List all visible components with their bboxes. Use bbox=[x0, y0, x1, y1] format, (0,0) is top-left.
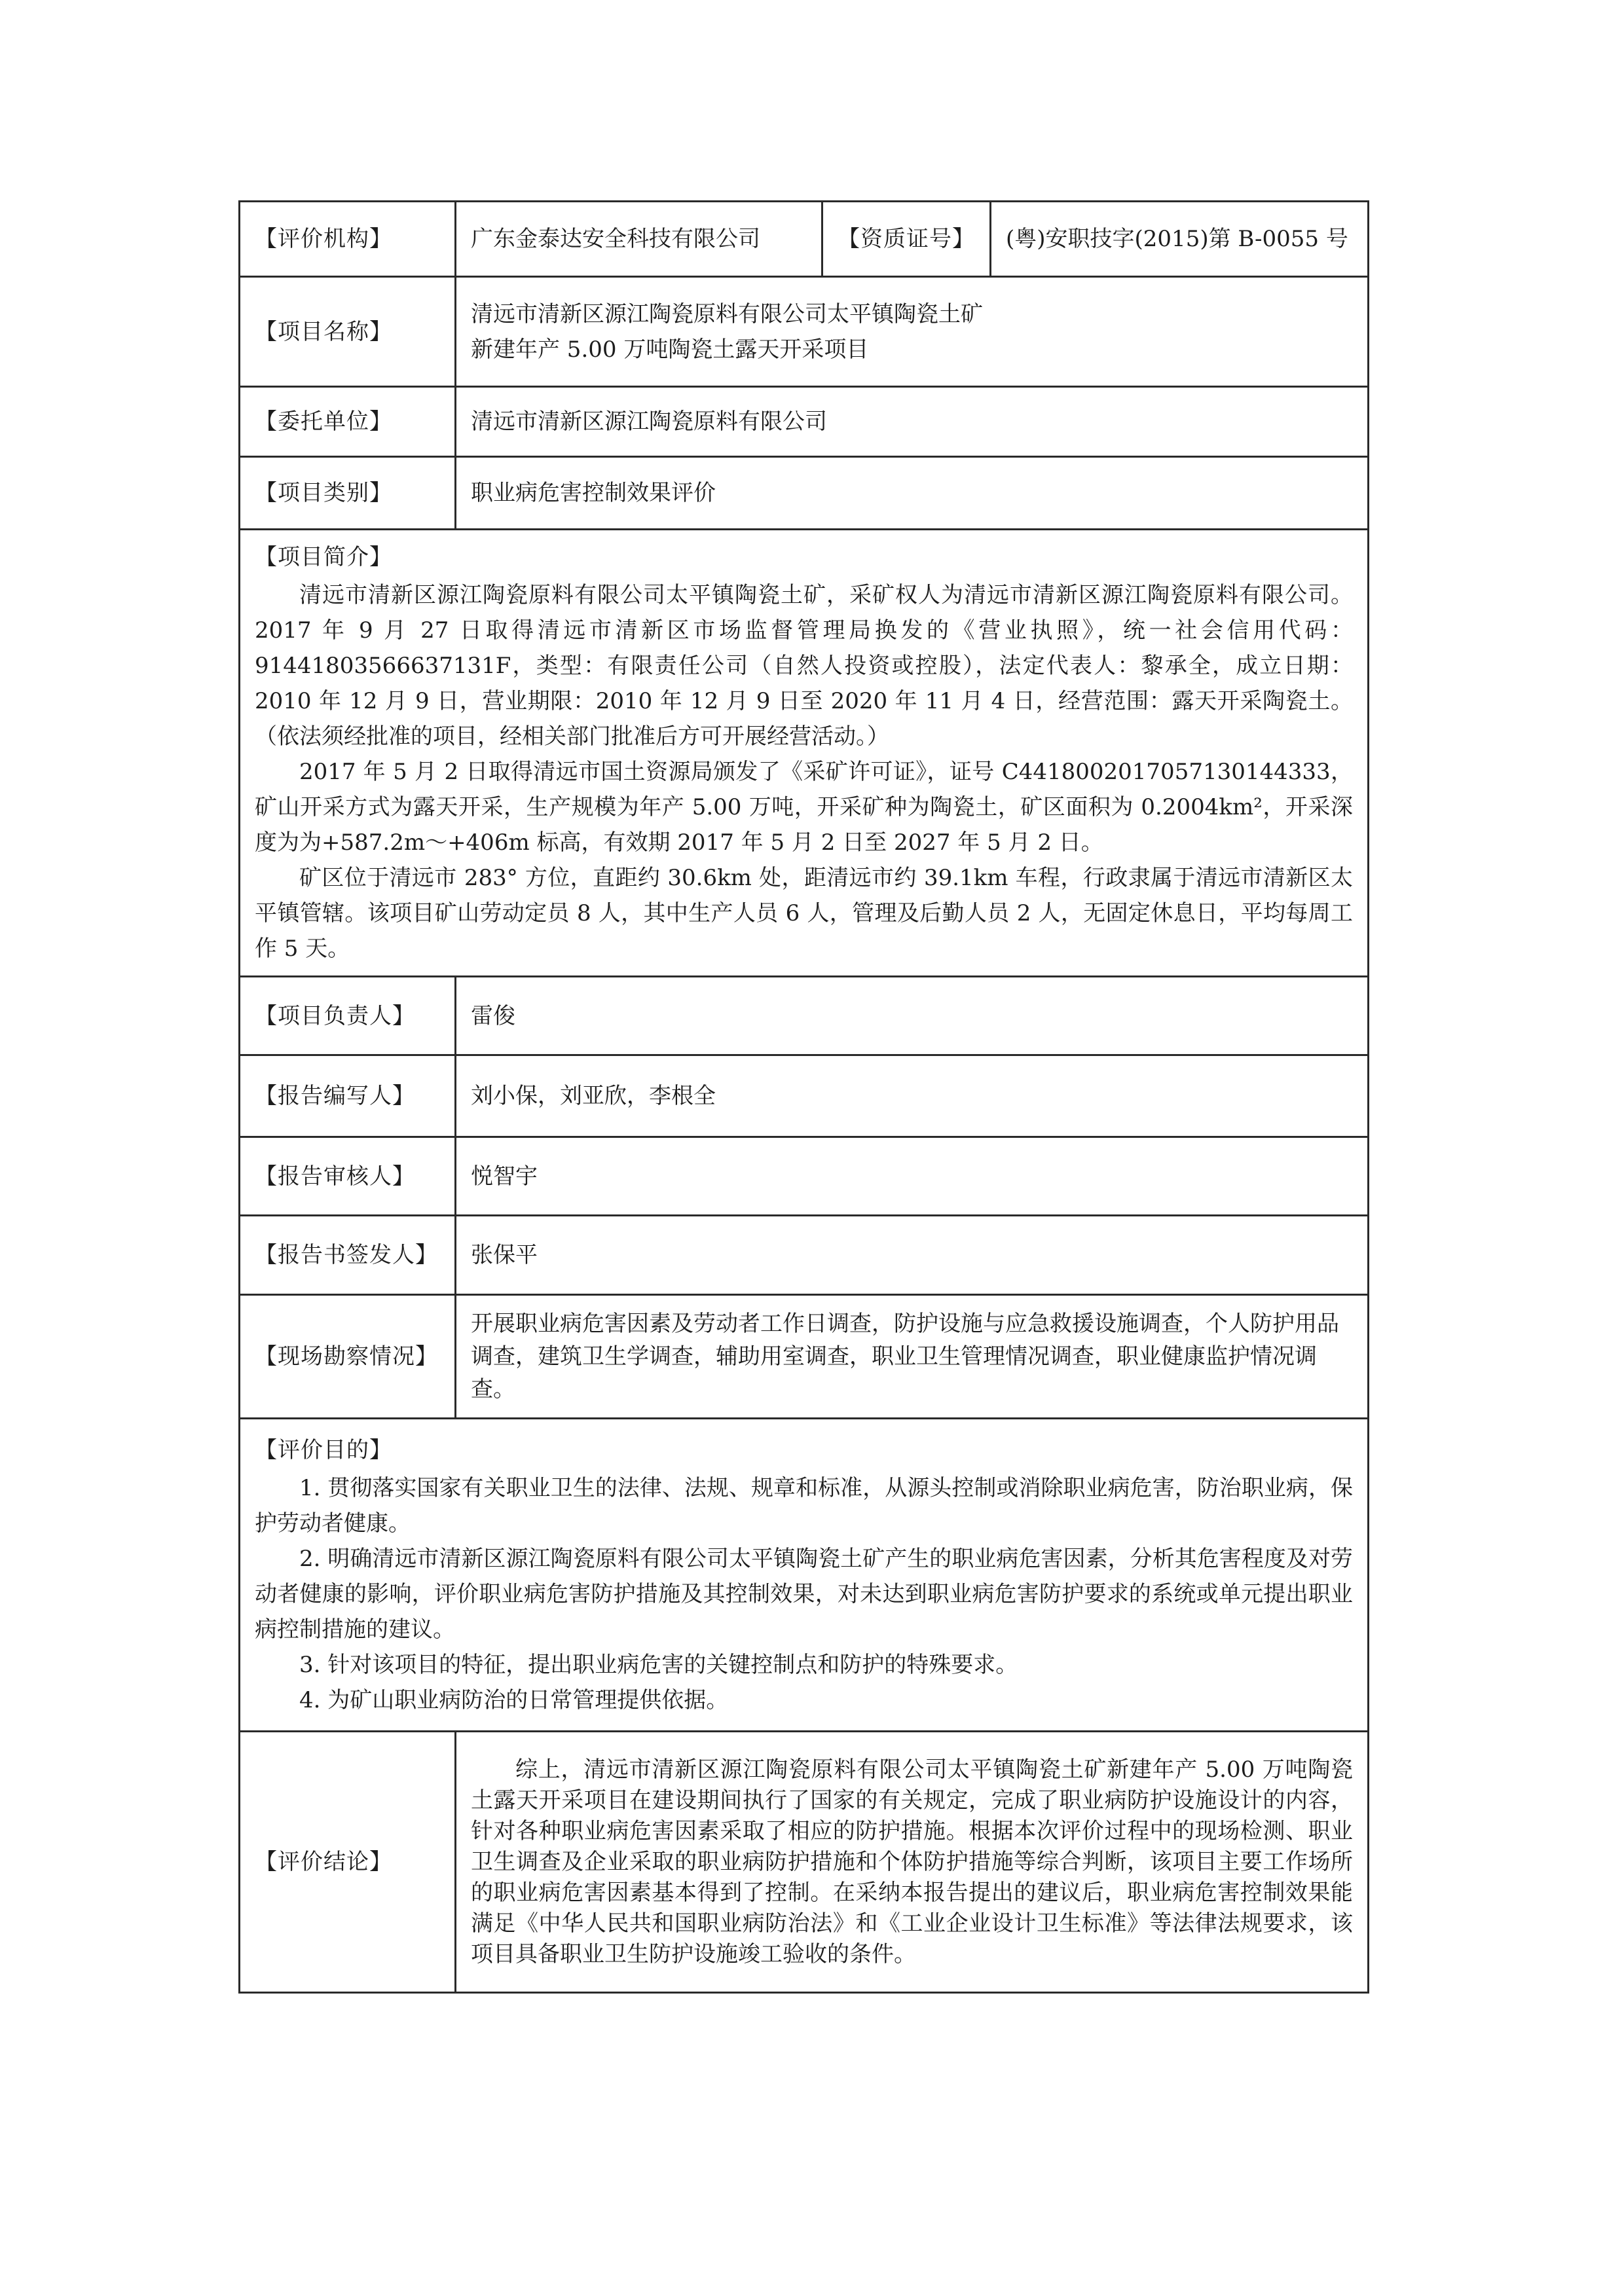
purpose-item-3: 3. 针对该项目的特征，提出职业病危害的关键控制点和防护的特殊要求。 bbox=[299, 1651, 1018, 1678]
conclusion-cell bbox=[456, 1732, 1369, 1993]
writers-label: 【报告编写人】 bbox=[240, 1055, 456, 1137]
intro-paragraph-1: 清远市清新区源江陶瓷原料有限公司太平镇陶瓷土矿，采矿权人为清远市清新区源江陶瓷原料有限公司。2017 年 9 月 27 日取得清远市清新区市场监督管理局换发的《营业执照》，统一社会信用代码：91441803566637131F，类型：有限责任公司（自然人投资或控股），法定代表人：黎承全，成立日期：2010 年 12 月 9 日，营业期限：2010 年 12 月 9 日至 2020 年 11 月 4 日，经营范围：露天开采陶瓷土。（依法须经批准的项目，经相关部门批准后方可开展经营活动。） bbox=[255, 582, 1353, 750]
row-report-writers bbox=[240, 1055, 1369, 1137]
client-value: 清远市清新区源江陶瓷原料有限公司 bbox=[456, 387, 1369, 457]
cert-value: (粤)安职技字(2015)第 B-0055 号 bbox=[991, 202, 1369, 277]
purpose-item-4: 4. 为矿山职业病防治的日常管理提供依据。 bbox=[299, 1686, 729, 1713]
evaluation-summary-table bbox=[238, 200, 1369, 1994]
org-label: 【评价机构】 bbox=[240, 202, 456, 277]
project-name-line-2: 新建年产 5.00 万吨陶瓷土露天开采项目 bbox=[471, 336, 869, 363]
org-value: 广东金泰达安全科技有限公司 bbox=[456, 202, 822, 277]
row-category bbox=[240, 457, 1369, 530]
category-value: 职业病危害控制效果评价 bbox=[456, 457, 1369, 530]
purpose-item-2: 2. 明确清远市清新区源江陶瓷原料有限公司太平镇陶瓷土矿产生的职业病危害因素，分析其危害程度及对劳动者健康的影响，评价职业病危害防护措施及其控制效果，对未达到职业病危害防护要求的系统或单元提出职业病控制措施的建议。 bbox=[255, 1545, 1353, 1643]
purpose-title: 【评价目的】 bbox=[255, 1436, 392, 1463]
project-name-line-1: 清远市清新区源江陶瓷原料有限公司太平镇陶瓷土矿 bbox=[471, 301, 983, 327]
evaluation-purpose bbox=[240, 1419, 1369, 1732]
leader-value: 雷俊 bbox=[456, 977, 1369, 1055]
reviewer-value: 悦智宇 bbox=[456, 1137, 1369, 1216]
intro-paragraph-2: 2017 年 5 月 2 日取得清远市国土资源局颁发了《采矿许可证》，证号 C4418002017057130144333，矿山开采方式为露天开采，生产规模为年产 5.00 万吨，开采矿种为陶瓷土，矿区面积为 0.2004km²，开采深度为为+587.2m～+406m 标高，有效期 2017 年 5 月 2 日至 2027 年 5 月 2 日。 bbox=[255, 759, 1353, 856]
survey-label: 【现场勘察情况】 bbox=[240, 1295, 456, 1419]
purpose-item-1: 1. 贯彻落实国家有关职业卫生的法律、法规、规章和标准，从源头控制或消除职业病危害，防治职业病，保护劳动者健康。 bbox=[255, 1474, 1353, 1537]
client-label: 【委托单位】 bbox=[240, 387, 456, 457]
row-report-reviewer bbox=[240, 1137, 1369, 1216]
survey-value: 开展职业病危害因素及劳动者工作日调查，防护设施与应急救援设施调查，个人防护用品调查，建筑卫生学调查，辅助用室调查，职业卫生管理情况调查，职业健康监护情况调查。 bbox=[456, 1295, 1369, 1419]
reviewer-label: 【报告审核人】 bbox=[240, 1137, 456, 1216]
cert-label: 【资质证号】 bbox=[822, 202, 991, 277]
conclusion-value: 综上，清远市清新区源江陶瓷原料有限公司太平镇陶瓷土矿新建年产 5.00 万吨陶瓷土露天开采项目在建设期间执行了国家的有关规定，完成了职业病防护设施设计的内容，针对各种职业病危害因素采取了相应的防护措施。根据本次评价过程中的现场检测、职业卫生调查及企业采取的职业病防护措施和个体防护措施等综合判断，该项目主要工作场所的职业病危害因素基本得到了控制。在采纳本报告提出的建议后，职业病危害控制效果能满足《中华人民共和国职业病防治法》和《工业企业设计卫生标准》等法律法规要求，该项目具备职业卫生防护设施竣工验收的条件。 bbox=[471, 1756, 1353, 1967]
row-client bbox=[240, 387, 1369, 457]
category-label: 【项目类别】 bbox=[240, 457, 456, 530]
row-project-name bbox=[240, 277, 1369, 387]
issuer-label: 【报告书签发人】 bbox=[240, 1216, 456, 1295]
writers-value: 刘小保，刘亚欣，李根全 bbox=[456, 1055, 1369, 1137]
issuer-value: 张保平 bbox=[456, 1216, 1369, 1295]
row-evaluation-org bbox=[240, 202, 1369, 277]
project-name-value bbox=[456, 277, 1369, 387]
intro-title: 【项目简介】 bbox=[255, 544, 392, 570]
conclusion-label: 【评价结论】 bbox=[240, 1732, 456, 1993]
row-evaluation-purpose bbox=[240, 1419, 1369, 1732]
leader-label: 【项目负责人】 bbox=[240, 977, 456, 1055]
row-site-survey bbox=[240, 1295, 1369, 1419]
row-project-intro bbox=[240, 530, 1369, 977]
project-name-label: 【项目名称】 bbox=[240, 277, 456, 387]
row-project-leader bbox=[240, 977, 1369, 1055]
intro-paragraph-3: 矿区位于清远市 283° 方位，直距约 30.6km 处，距清远市约 39.1km 车程，行政隶属于清远市清新区太平镇管辖。该项目矿山劳动定员 8 人，其中生产人员 6 人，管理及后勤人员 2 人，无固定休息日，平均每周工作 5 天。 bbox=[255, 865, 1353, 962]
project-intro bbox=[240, 530, 1369, 977]
row-report-issuer bbox=[240, 1216, 1369, 1295]
row-evaluation-conclusion bbox=[240, 1732, 1369, 1993]
